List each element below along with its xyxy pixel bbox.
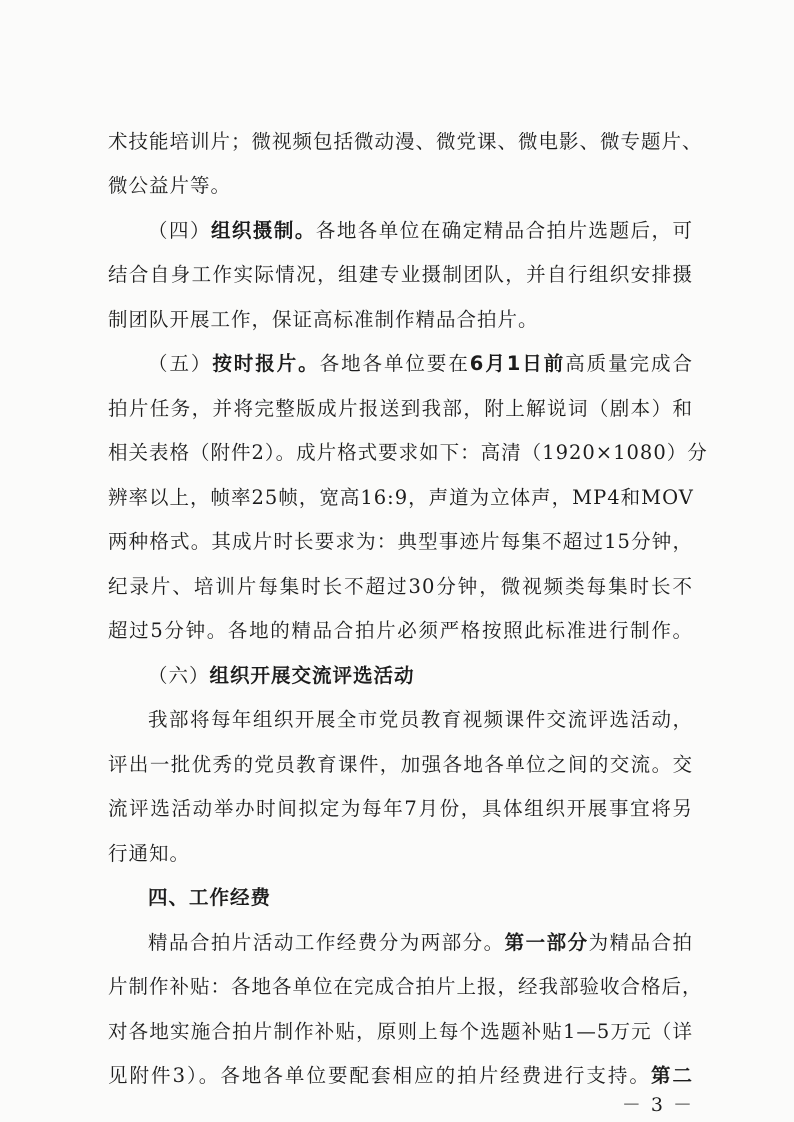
paragraph-line: 流评选活动举办时间拟定为每年7月份，具体组织开展事宜将另 — [108, 797, 693, 821]
section-six-line — [148, 660, 693, 692]
section-five-line — [148, 348, 693, 380]
section-text: 见附件3）。各地各单位要配套相应的拍片经费进行支持。 — [108, 1064, 651, 1087]
section-number: （五） — [148, 352, 213, 376]
section-heading: 组织摄制。 — [210, 218, 316, 242]
section-number: （六） — [148, 663, 210, 687]
part-one-emphasis: 第一部分 — [504, 930, 589, 954]
section-text: 各地各单位要在 — [319, 352, 470, 376]
funding-line — [148, 927, 693, 959]
paragraph-line: 对各地实施合拍片制作补贴，原则上每个选题补贴1—5万元（详 — [108, 1019, 693, 1043]
section-number: （四） — [148, 218, 211, 242]
paragraph-line: 制团队开展工作，保证高标准制作精品合拍片。 — [108, 307, 539, 331]
chapter-heading-line — [148, 882, 693, 914]
paragraph-line: 微公益片等。 — [108, 174, 232, 198]
section-four-line — [148, 215, 693, 247]
funding-line — [108, 1060, 693, 1092]
paragraph-line: 评出一批优秀的党员教育课件，加强各地各单位之间的交流。交 — [108, 752, 693, 776]
paragraph-line: 相关表格（附件2）。成片格式要求如下：高清（1920×1080）分 — [108, 441, 708, 465]
paragraph-line: 拍片任务，并将完整版成片报送到我部，附上解说词（剧本）和 — [108, 396, 693, 420]
chapter-heading: 四、工作经费 — [148, 886, 272, 910]
paragraph-line: 行通知。 — [108, 841, 191, 865]
section-text: 高质量完成合 — [565, 352, 693, 376]
paragraph-line: 辨率以上，帧率25帧，宽高16:9，声道为立体声，MP4和MOV — [108, 485, 694, 509]
paragraph-line: 纪录片、培训片每集时长不超过30分钟，微视频类每集时长不 — [108, 574, 693, 598]
section-heading: 按时报片。 — [212, 352, 320, 376]
section-text: 各地各单位在确定精品合拍片选题后，可 — [315, 218, 693, 242]
paragraph-line: 我部将每年组织开展全市党员教育视频课件交流评选活动， — [148, 708, 693, 732]
paragraph-line: 两种格式。其成片时长要求为：典型事迹片每集不超过15分钟， — [108, 530, 693, 554]
section-text: 为精品合拍 — [588, 930, 693, 954]
page-number: － 3 － — [621, 1094, 694, 1116]
paragraph-line: 片制作补贴：各地各单位在完成合拍片上报，经我部验收合格后， — [108, 975, 703, 999]
section-text: 精品合拍片活动工作经费分为两部分。 — [148, 930, 505, 954]
part-two-emphasis: 第二 — [650, 1064, 693, 1087]
paragraph-line: 术技能培训片；微视频包括微动漫、微党课、微电影、微专题片、 — [108, 130, 703, 153]
paragraph-line: 超过5分钟。各地的精品合拍片必须严格按照此标准进行制作。 — [108, 619, 693, 643]
deadline-emphasis: 6月1日前 — [469, 352, 566, 376]
section-heading: 组织开展交流评选活动 — [209, 663, 415, 687]
paragraph-line: 结合自身工作实际情况，组建专业摄制团队，并自行组织安排摄 — [108, 263, 693, 287]
